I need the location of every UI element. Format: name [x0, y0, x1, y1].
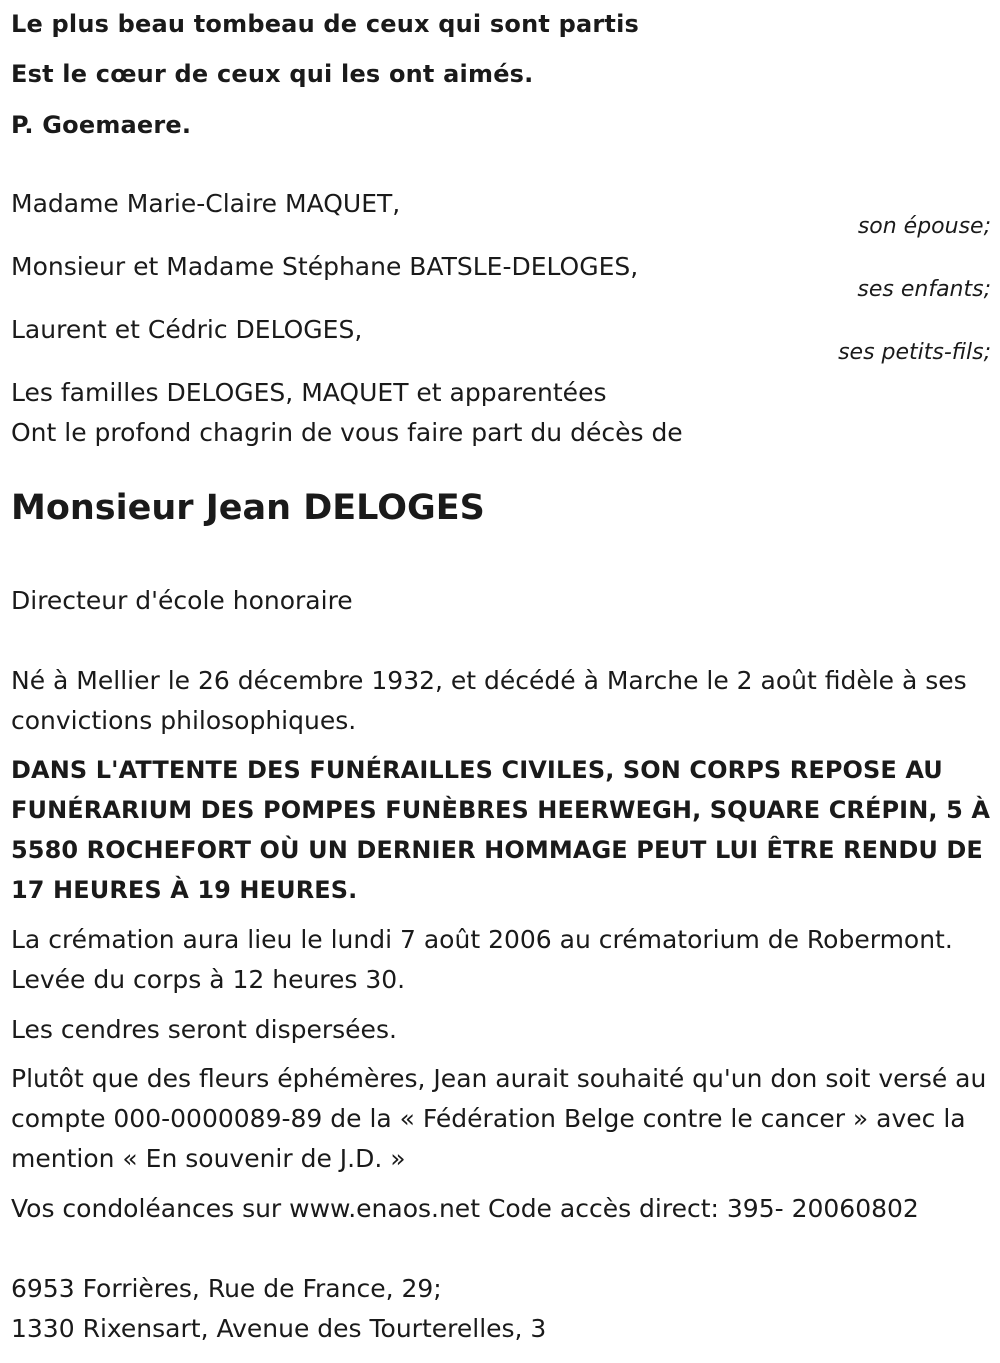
quote-author: P. Goemaere.	[11, 111, 192, 139]
families-line: Les familles DELOGES, MAQUET et apparentées	[11, 378, 607, 407]
ashes-paragraph: Les cendres seront dispersées.	[11, 1015, 397, 1044]
family-member-role: ses enfants;	[857, 277, 991, 302]
quote-line-2: Est le cœur de ceux qui les ont aimés.	[11, 60, 534, 88]
announcement-line: Ont le profond chagrin de vous faire part du décès de	[11, 418, 683, 447]
condolences-line: Vos condoléances sur www.enaos.net Code accès direct: 395- 20060802	[11, 1194, 919, 1223]
quote-line-1: Le plus beau tombeau de ceux qui sont partis	[11, 10, 639, 38]
deceased-title: Directeur d'école honoraire	[11, 586, 353, 615]
donation-paragraph: Plutôt que des fleurs éphémères, Jean aurait souhaité qu'un don soit versé au compte 000-0000089-89 de la « Fédération Belge contre le cancer » avec la mention « En souvenir de J.D. »	[11, 1064, 987, 1173]
funeral-notice: DANS L'ATTENTE DES FUNÉRAILLES CIVILES, SON CORPS REPOSE AU FUNÉRARIUM DES POMPES FUNÈBRES HEERWEGH, SQUARE CRÉPIN, 5 À 5580 ROCHEFORT OÙ UN DERNIER HOMMAGE PEUT LUI ÊTRE RENDU DE 17 HEURES À 19 HEURES.	[11, 756, 991, 904]
family-member-name: Laurent et Cédric DELOGES,	[11, 315, 363, 344]
family-member-role: son épouse;	[857, 214, 991, 239]
family-member-name: Monsieur et Madame Stéphane BATSLE-DELOGES,	[11, 252, 639, 281]
birth-death-paragraph: Né à Mellier le 26 décembre 1932, et décédé à Marche le 2 août fidèle à ses convictions philosophiques.	[11, 666, 967, 735]
address-line: 6953 Forrières, Rue de France, 29;	[11, 1274, 442, 1303]
family-member-role: ses petits-fils;	[838, 340, 991, 365]
address-line: 1330 Rixensart, Avenue des Tourterelles, 3	[11, 1314, 547, 1343]
deceased-name: Monsieur Jean DELOGES	[11, 488, 485, 528]
family-member-name: Madame Marie-Claire MAQUET,	[11, 189, 401, 218]
cremation-paragraph: La crémation aura lieu le lundi 7 août 2006 au crématorium de Robermont. Levée du corps à 12 heures 30.	[11, 925, 953, 994]
